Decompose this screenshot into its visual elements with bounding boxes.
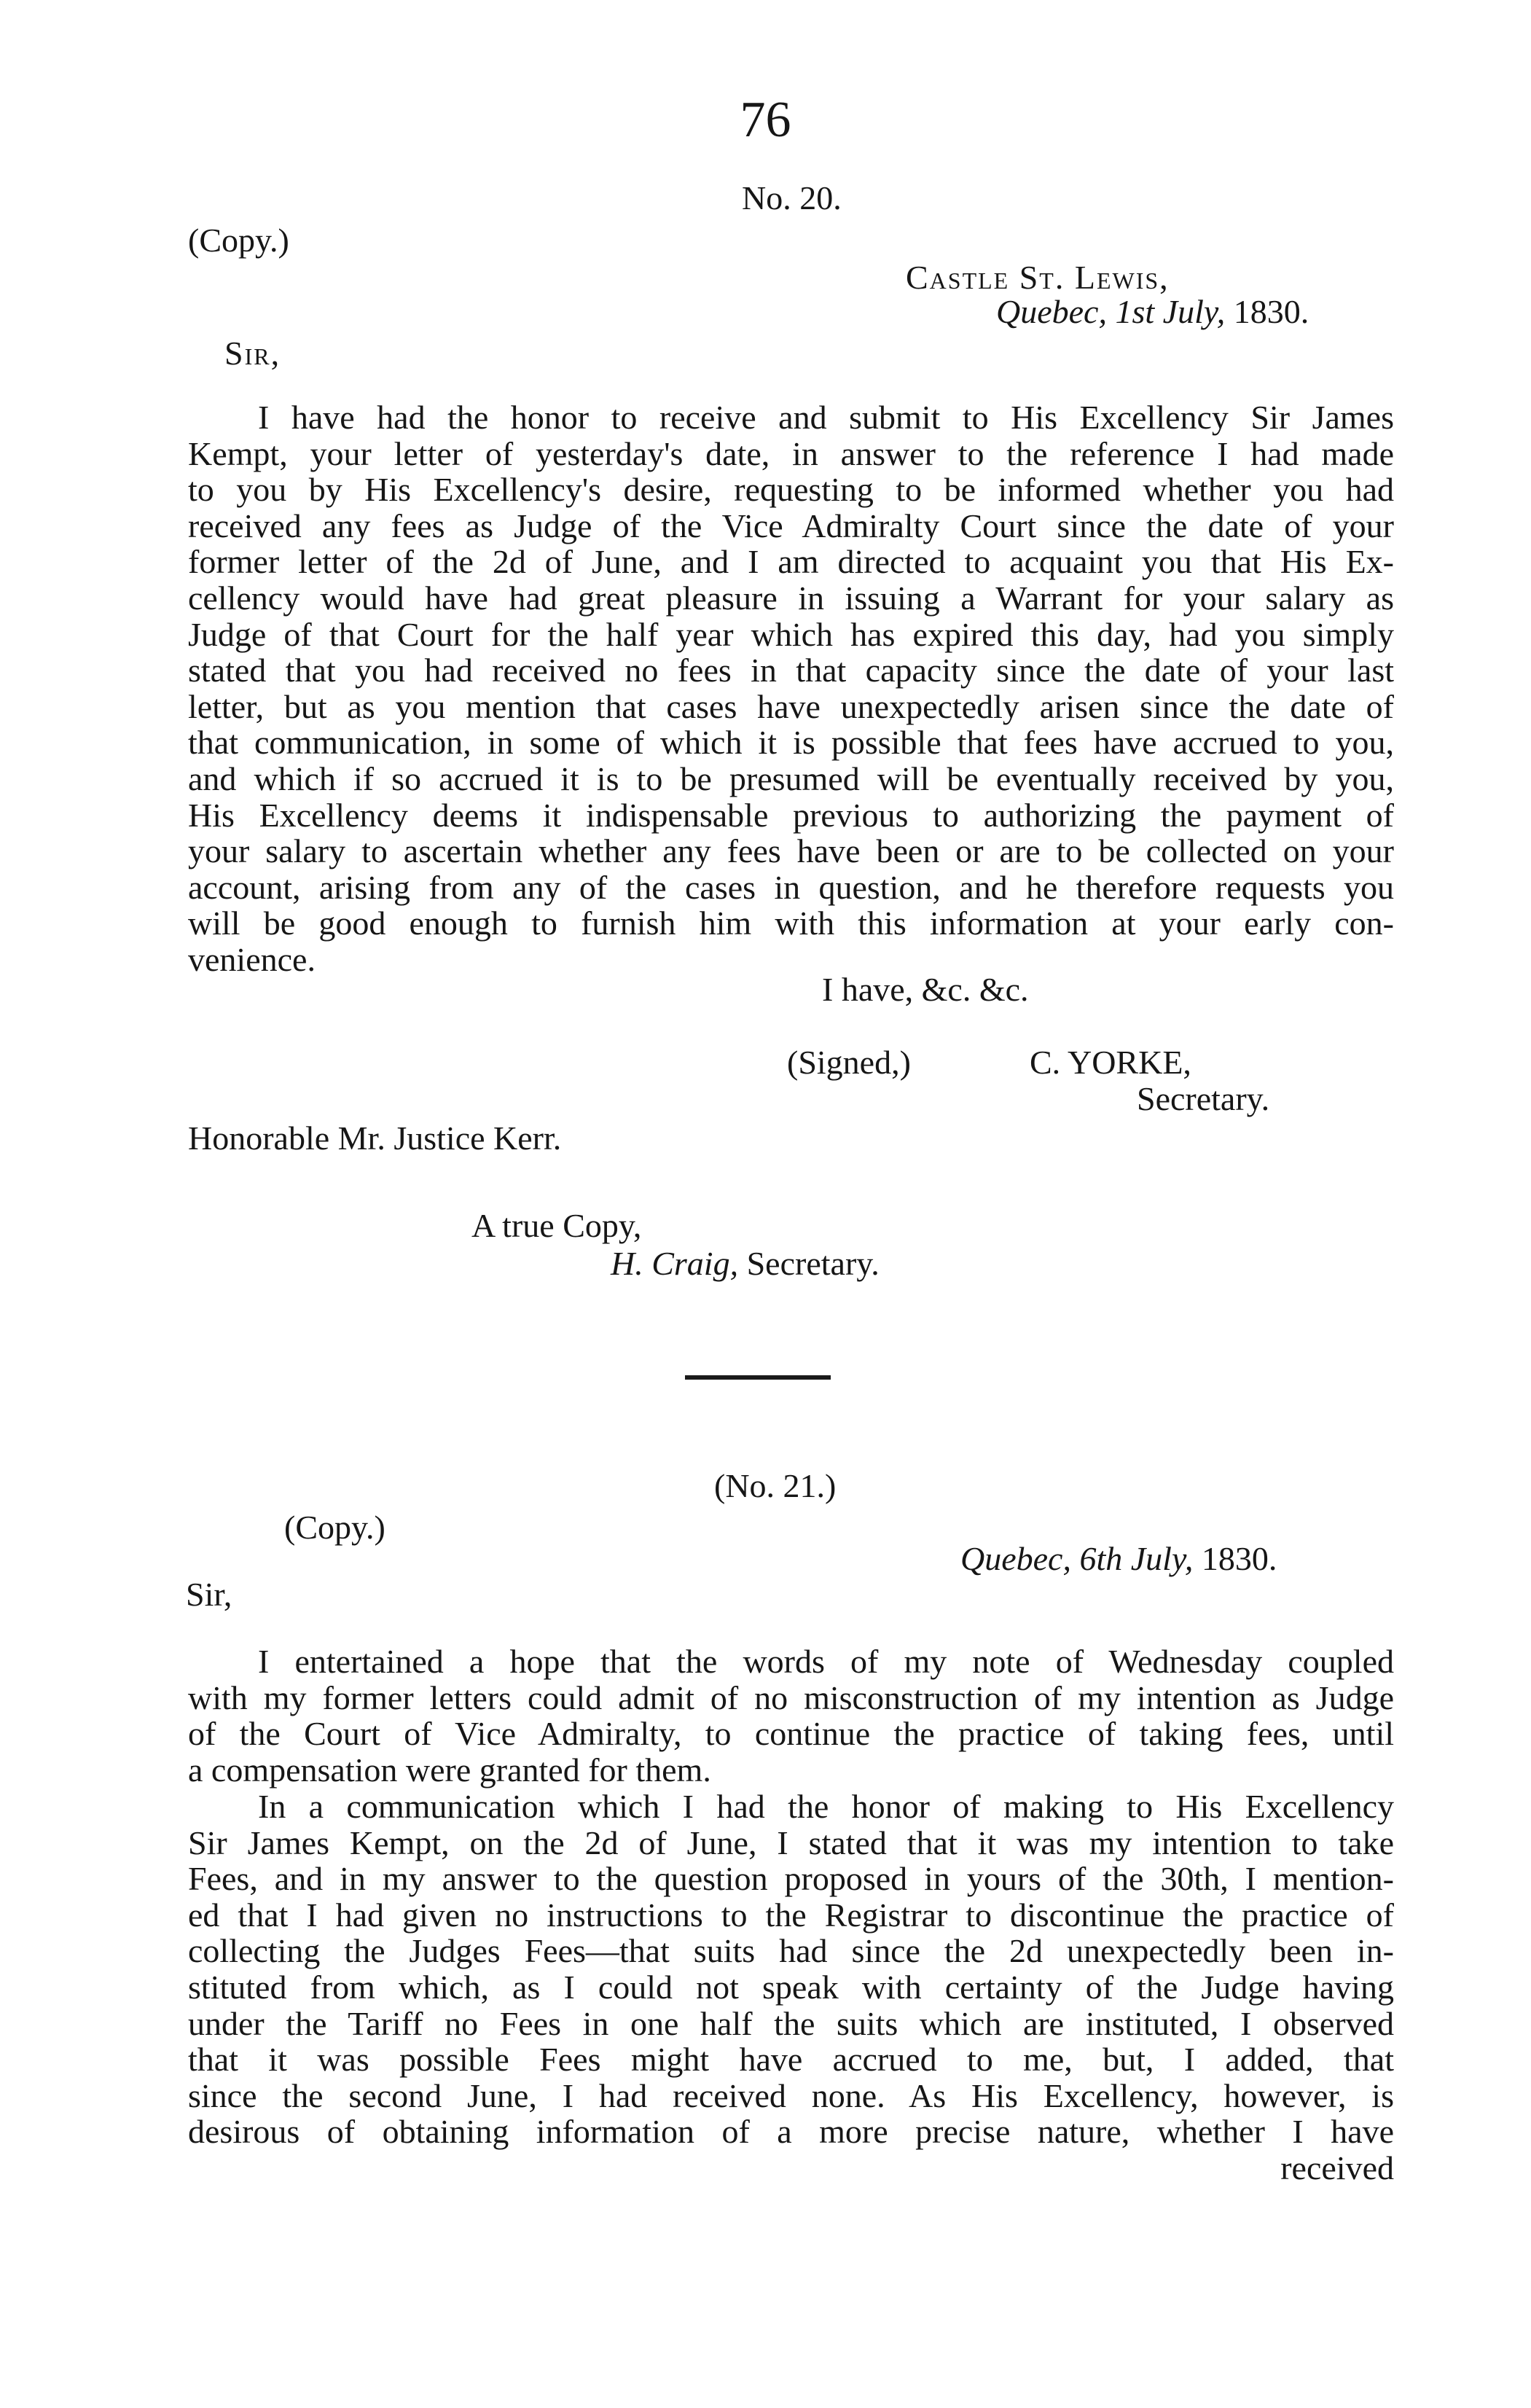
body-line: of the Court of Vice Admiralty, to continue the practice of taking fees, until bbox=[188, 1715, 1394, 1753]
page-number: 76 bbox=[740, 92, 791, 148]
body-line: Kempt, your letter of yesterday's date, in answer to the reference I had made bbox=[188, 434, 1394, 472]
section-divider bbox=[685, 1375, 831, 1380]
letter-21-paragraph-2 bbox=[188, 1789, 1394, 2186]
body-line: His Excellency deems it indispensable previous to authorizing the payment of bbox=[188, 796, 1394, 834]
body-line: received any fees as Judge of the Vice Admiralty Court since the date of your bbox=[188, 507, 1394, 544]
letter-20-addressee: Honorable Mr. Justice Kerr. bbox=[188, 1119, 562, 1157]
letter-20-date-city: Quebec, bbox=[996, 293, 1107, 330]
letter-21-date-city: Quebec, bbox=[960, 1540, 1071, 1577]
body-line: collecting the Judges Fees—that suits had since the 2d unexpectedly been in- bbox=[188, 1932, 1394, 1970]
body-line: ed that I had given no instructions to the Registrar to discontinue the practice of bbox=[188, 1896, 1394, 1934]
body-line: Judge of that Court for the half year which has expired this day, had you simply bbox=[188, 615, 1394, 653]
letter-20-date-day: 1st July, bbox=[1115, 293, 1226, 330]
body-line: cellency would have had great pleasure in issuing a Warrant for your salary as bbox=[188, 579, 1394, 617]
true-copy-title: Secretary. bbox=[746, 1245, 880, 1282]
body-line: and which if so accrued it is to be presumed will be eventually received by you, bbox=[188, 759, 1394, 797]
letter-20-number: No. 20. bbox=[742, 179, 842, 216]
letter-20-place: Castle St. Lewis, bbox=[906, 259, 1170, 296]
letter-21-date bbox=[960, 1539, 1277, 1579]
body-line: a compensation were granted for them. bbox=[188, 1751, 711, 1789]
body-line: I entertained a hope that the words of my note of Wednesday coupled bbox=[258, 1643, 1394, 1680]
true-copy-signature bbox=[611, 1243, 880, 1283]
letter-21-paragraph-1 bbox=[188, 1643, 1394, 1788]
body-line: desirous of obtaining information of a more precise nature, whether I have bbox=[188, 2113, 1394, 2151]
letter-21-salutation: Sir, bbox=[186, 1576, 232, 1613]
body-line: Fees, and in my answer to the question proposed in yours of the 30th, I mention- bbox=[188, 1860, 1394, 1898]
letter-20-date bbox=[996, 292, 1309, 332]
letter-21-date-year: 1830. bbox=[1201, 1540, 1277, 1577]
body-line: with my former letters could admit of no misconstruction of my intention as Judge bbox=[188, 1678, 1394, 1716]
body-line: Sir James Kempt, on the 2d of June, I stated that it was my intention to take bbox=[188, 1823, 1394, 1861]
body-line: stituted from which, as I could not speak with certainty of the Judge having bbox=[188, 1968, 1394, 2006]
body-line: that communication, in some of which it is possible that fees have accrued to you, bbox=[188, 724, 1394, 762]
letter-21-date-day: 6th July, bbox=[1079, 1540, 1194, 1577]
letter-20-signer-title: Secretary. bbox=[1137, 1080, 1270, 1117]
letter-20-body bbox=[188, 399, 1394, 978]
letter-20-date-year: 1830. bbox=[1233, 293, 1309, 330]
body-line: venience. bbox=[188, 940, 316, 978]
body-line: since the second June, I had received none. As His Excellency, however, is bbox=[188, 2076, 1394, 2114]
letter-20-signed-label: (Signed,) bbox=[787, 1044, 911, 1081]
body-line: to you by His Excellency's desire, requesting to be informed whether you had bbox=[188, 471, 1394, 509]
letter-21-copy-label: (Copy.) bbox=[284, 1509, 385, 1546]
true-copy-name: H. Craig, bbox=[611, 1245, 739, 1282]
body-line: I have had the honor to receive and submit to His Excellency Sir James bbox=[258, 399, 1394, 436]
letter-20-copy-label: (Copy.) bbox=[188, 222, 289, 259]
catchword: received bbox=[1280, 2149, 1394, 2186]
body-line: In a communication which I had the honor of making to His Excellency bbox=[258, 1788, 1394, 1825]
body-line: under the Tariff no Fees in one half the suits which are instituted, I observed bbox=[188, 2004, 1394, 2042]
body-line: that it was possible Fees might have accrued to me, but, I added, that bbox=[188, 2041, 1394, 2079]
letter-20-signer-name: C. YORKE, bbox=[1030, 1044, 1191, 1081]
body-line: your salary to ascertain whether any fees have been or are to be collected on your bbox=[188, 832, 1394, 870]
true-copy-label: A true Copy, bbox=[471, 1207, 642, 1244]
body-line: former letter of the 2d of June, and I am directed to acquaint you that His Ex- bbox=[188, 543, 1394, 581]
body-line: will be good enough to furnish him with this information at your early con- bbox=[188, 904, 1394, 942]
letter-20-salutation: Sir, bbox=[224, 335, 281, 372]
letter-20-closing: I have, &c. &c. bbox=[822, 971, 1029, 1008]
body-line: letter, but as you mention that cases have unexpectedly arisen since the date of bbox=[188, 687, 1394, 725]
letter-21-number: (No. 21.) bbox=[714, 1467, 837, 1504]
body-line: stated that you had received no fees in that capacity since the date of your last bbox=[188, 652, 1394, 689]
body-line: account, arising from any of the cases in question, and he therefore requests you bbox=[188, 868, 1394, 906]
